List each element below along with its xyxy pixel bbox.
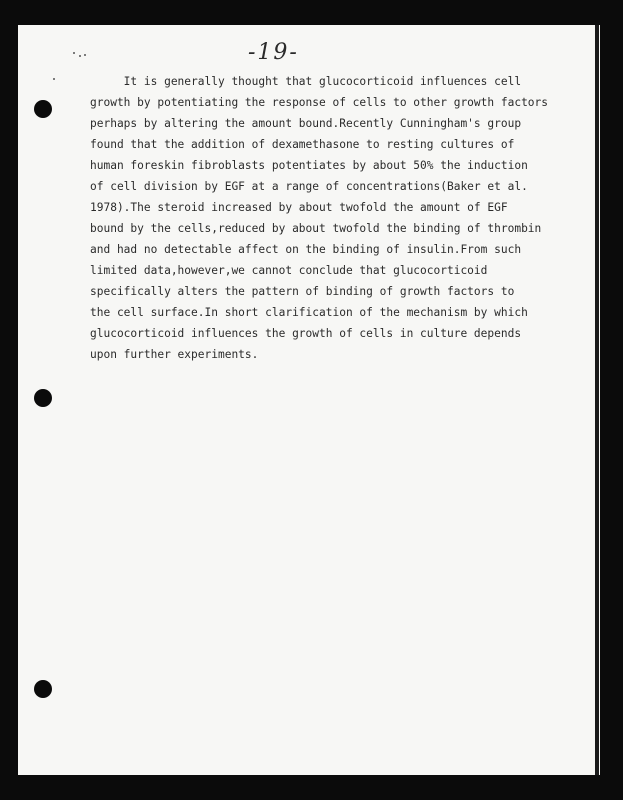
text-line: bound by the cells,reduced by about twofold the binding of thrombin (90, 222, 542, 235)
text-line: of cell division by EGF at a range of concentrations(Baker et al. (90, 180, 528, 193)
text-line: upon further experiments. (90, 348, 259, 361)
scan-speck (79, 55, 81, 57)
scan-speck (73, 52, 75, 54)
page-edge-shadow (595, 25, 599, 775)
page-number: -19- (248, 40, 299, 65)
scan-speck (84, 54, 86, 56)
text-line: glucocorticoid influences the growth of cells in culture depends (90, 327, 522, 340)
text-line: growth by potentiating the response of cells to other growth factors (90, 96, 549, 109)
text-line: found that the addition of dexamethasone to resting cultures of (90, 138, 515, 151)
body-paragraph (90, 71, 590, 365)
punch-hole-top (34, 100, 52, 118)
punch-hole-bottom (34, 680, 52, 698)
text-line: It is generally thought that glucocorticoid influences cell (90, 75, 522, 88)
scan-speck (53, 78, 55, 80)
text-line: perhaps by altering the amount bound.Recently Cunningham's group (90, 117, 522, 130)
punch-hole-middle (34, 389, 52, 407)
text-line: and had no detectable affect on the binding of insulin.From such (90, 243, 522, 256)
text-line: 1978).The steroid increased by about twofold the amount of EGF (90, 201, 508, 214)
text-line: human foreskin fibroblasts potentiates by about 50% the induction (90, 159, 528, 172)
text-line: limited data,however,we cannot conclude that glucocorticoid (90, 264, 488, 277)
text-line: specifically alters the pattern of binding of growth factors to (90, 285, 515, 298)
text-line: the cell surface.In short clarification of the mechanism by which (90, 306, 528, 319)
